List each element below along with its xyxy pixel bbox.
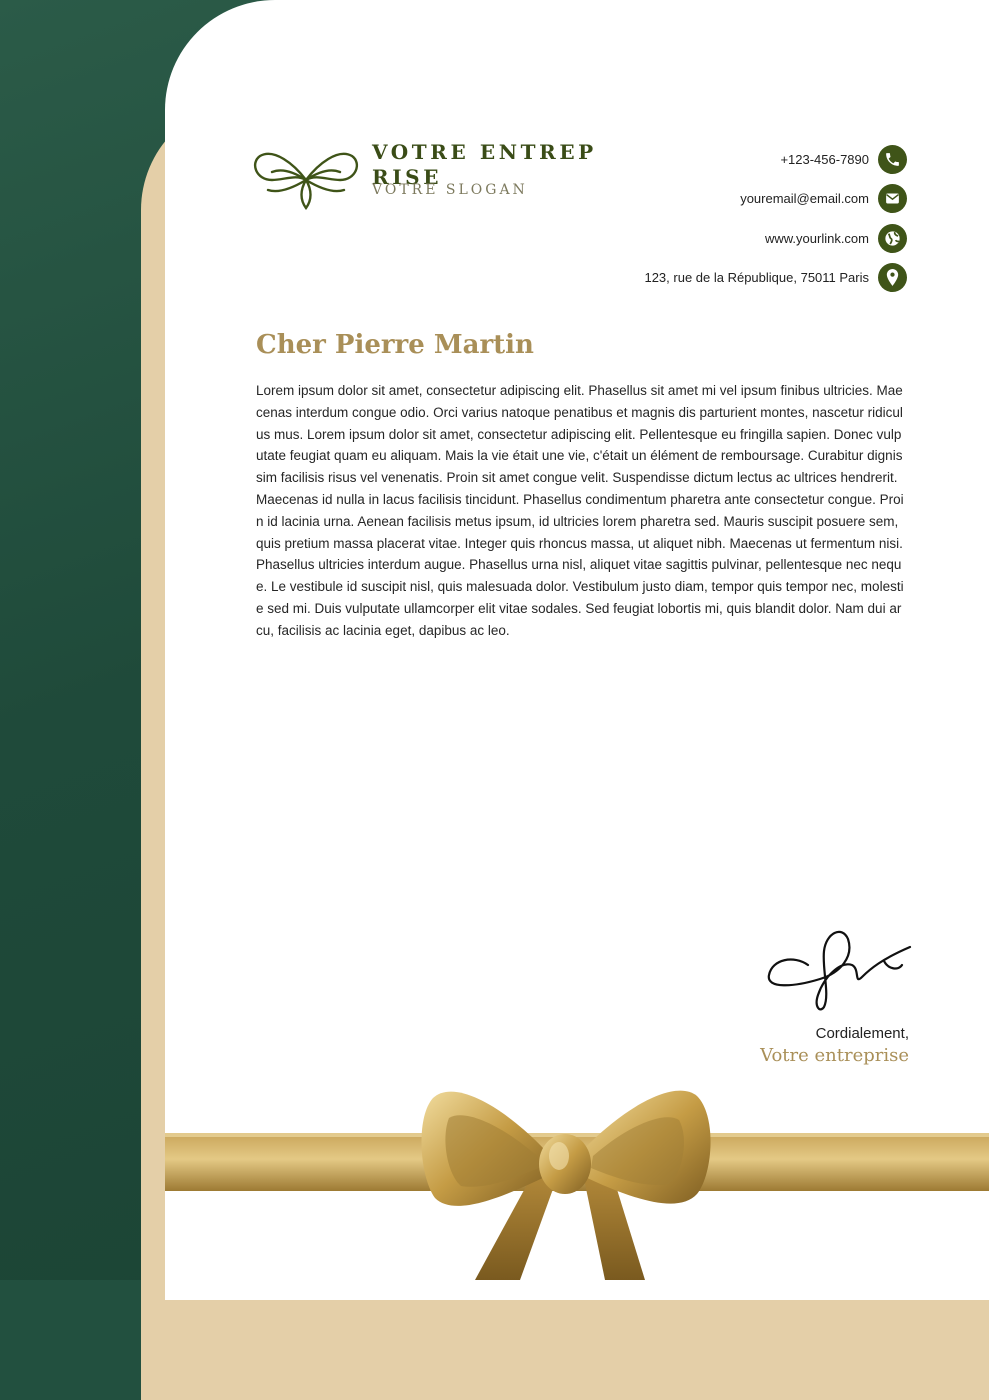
closing-line: Cordialement, [815,1025,909,1042]
contact-address [644,262,907,292]
location-pin-icon [878,263,907,292]
salutation: Cher Pierre Martin [256,330,534,360]
email-text: youremail@email.com [740,190,869,206]
handwritten-signature [764,925,914,1015]
company-slogan: VOTRE SLOGAN [372,182,528,198]
globe-icon [878,224,907,253]
company-name: VOTRE ENTREPRISE [372,140,597,189]
contact-email [740,183,907,213]
contact-phone [780,144,907,174]
website-text: www.yourlink.com [764,230,869,246]
logo-ornament-icon [252,146,360,210]
contact-website [765,223,907,253]
phone-icon [878,145,907,174]
ribbon-bow-icon [165,1078,989,1280]
phone-text: +123-456-7890 [780,151,869,167]
signatory-name: Votre entreprise [760,1045,909,1066]
email-icon [878,184,907,213]
address-text: 123, rue de la République, 75011 Paris [644,269,869,285]
letter-body: Lorem ipsum dolor sit amet, consectetur adipiscing elit. Phasellus sit amet mi vel ipsum finibus ultricies. Maecenas interdum congue odio. Orci varius natoque penatibus et magnis dis parturient montes, nascetur ridiculus mus. Lorem ipsum dolor sit amet, consectetur adipiscing elit. Pellentesque eu fringilla sapien. Donec vulputate feugiat quam eu aliquam. Mais la vie était une vie, c'était un élément de remboursage. Curabitur dignissim facilisis risus vel venenatis. Proin sit amet congue velit. Suspendisse dictum lectus ac ultrices hendrerit. Maecenas id nulla in lacus facilisis tincidunt. Phasellus condimentum pharetra ante consectetur congue. Proin id lacinia urna. Aenean facilisis metus ipsum, id ultricies lorem pharetra sed. Mauris suscipit posuere sem, quis pretium massa placerat vitae. Integer quis rhoncus massa, ut aliquet nibh. Maecenas ut fermentum nisi. Phasellus ultricies interdum augue. Phasellus urna nisl, aliquet vitae sagittis pulvinar, pellentesque nec neque. Le vestibule id suscipit nisl, quis malesuada dolor. Vestibulum justo diam, tempor quis tempor nec, molestie sed mi. Duis vulputate ullamcorper elit vitae sodales. Sed feugiat lobortis mi, quis blandit dolor. Nam dui arcu, facilisis ac lacinia eget, dapibus ac leo. [256,383,904,638]
